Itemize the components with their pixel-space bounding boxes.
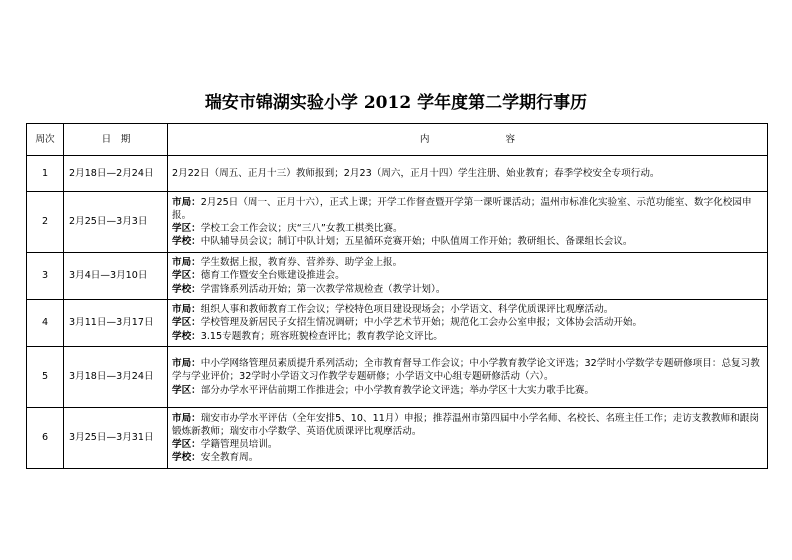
content-text: 2月25日（周一、正月十六），正式上课；开学工作督查暨开学第一课听课活动；温州市标准化实验室、示范功能室、数字化校园申报。: [172, 196, 752, 221]
content-cell: [168, 192, 768, 253]
header-week: 周次: [27, 124, 64, 156]
table-row: [27, 347, 768, 408]
content-line: [172, 235, 763, 248]
category-label: 学校：: [172, 452, 201, 464]
category-label: 学校：: [172, 236, 201, 248]
category-label: 市局：: [172, 304, 201, 316]
category-label: 市局：: [172, 196, 201, 208]
table-row: [27, 156, 768, 192]
week-cell: 1: [27, 156, 64, 192]
category-label: 学校：: [172, 283, 201, 295]
week-cell: 2: [27, 192, 64, 253]
category-label: 学区：: [172, 317, 201, 329]
header-content: [168, 124, 768, 156]
content-cell: [168, 253, 768, 300]
date-cell: 2月25日—3月3日: [64, 192, 168, 253]
category-label: 学区：: [172, 270, 201, 282]
content-text: 安全教育周。: [200, 452, 259, 464]
content-text: 3.15专题教育；班容班貌检查评比；教育教学论文评比。: [200, 330, 443, 342]
category-label: 学区：: [172, 439, 201, 450]
content-line: [172, 269, 763, 282]
content-text: 组织人事和教师教育工作会议；学校特色项目建设现场会；小学语文、科学优质课评比观摩活动。: [200, 304, 614, 316]
table-row: [27, 300, 768, 347]
category-label: 学区：: [172, 384, 201, 396]
content-cell: [168, 408, 768, 469]
content-line: [172, 438, 763, 451]
table-header-row: [27, 124, 768, 156]
content-line: [172, 316, 763, 329]
content-line: [172, 357, 763, 383]
week-cell: 6: [27, 408, 64, 469]
week-cell: 5: [27, 347, 64, 408]
calendar-table: [26, 123, 768, 469]
content-line: [172, 303, 763, 316]
header-date: 日 期: [64, 124, 168, 156]
content-text: 学籍管理员培训。: [200, 439, 278, 450]
content-line: [172, 283, 763, 296]
category-label: 学校：: [172, 330, 201, 342]
content-text: 学校工会工作会议；庆“三八”女教工棋类比赛。: [200, 223, 403, 234]
content-text: 部分办学水平评估前期工作推进会；中小学教育教学论文评选；举办学区十大实力歌手比赛。: [200, 384, 595, 396]
content-text: 德育工作暨安全台账建设推进会。: [200, 270, 345, 282]
date-cell: 3月4日—3月10日: [64, 253, 168, 300]
content-cell: [168, 156, 768, 192]
content-text: 中队辅导员会议；制订中队计划；五星循环竞赛开始；中队值周工作开始；教研组长、备课组长会议。: [200, 236, 633, 248]
content-text: 2月22日（周五、正月十三）教师报到；2月23（周六，正月十四）学生注册、始业教育；春季学校安全专项行动。: [172, 167, 660, 179]
week-cell: 3: [27, 253, 64, 300]
date-cell: 2月18日—2月24日: [64, 156, 168, 192]
content-line: [172, 167, 763, 180]
content-line: [172, 196, 763, 222]
content-cell: [168, 300, 768, 347]
content-text: 中小学网络管理员素质提升系列活动；全市教育督导工作会议；中小学教育教学论文评选；32学时小学数学专题研修项目：总复习教学与学业评价；32学时小学语文习作教学专题研修；小学语文中心组专题研修活动（六）。: [172, 358, 760, 383]
table-row: [27, 253, 768, 300]
content-line: [172, 412, 763, 438]
content-text: 学生数据上报，教育券、营养券、助学金上报。: [200, 257, 403, 269]
category-label: 学区：: [172, 223, 201, 234]
content-text: 瑞安市办学水平评估（全年安排5、10、11月）申报；推荐温州市第四届中小学名师、名校长、名班主任工作；走访支教教师和跟岗锻炼新教师；瑞安市小学数学、英语优质课评比观摩活动。: [172, 412, 759, 437]
content-line: [172, 222, 763, 235]
category-label: 市局：: [172, 358, 201, 370]
content-line: [172, 451, 763, 464]
content-text: 学校管理及新居民子女招生情况调研；中小学艺术节开始；规范化工会办公室申报；文体协会活动开始。: [200, 317, 643, 329]
content-cell: [168, 347, 768, 408]
table-row: [27, 192, 768, 253]
category-label: 市局：: [172, 412, 201, 424]
category-label: 市局：: [172, 257, 201, 269]
date-cell: 3月18日—3月24日: [64, 347, 168, 408]
content-text: 学雷锋系列活动开始；第一次教学常规检查（教学计划）。: [200, 283, 446, 295]
date-cell: 3月25日—3月31日: [64, 408, 168, 469]
content-line: [172, 330, 763, 343]
week-cell: 4: [27, 300, 64, 347]
header-content-2: 容: [505, 133, 516, 145]
content-line: [172, 384, 763, 397]
page-title: 瑞安市锦湖实验小学 2012 学年度第二学期行事历: [204, 93, 588, 113]
header-content-1: 内: [419, 133, 430, 145]
content-line: [172, 256, 763, 269]
date-cell: 3月11日—3月17日: [64, 300, 168, 347]
table-row: [27, 408, 768, 469]
